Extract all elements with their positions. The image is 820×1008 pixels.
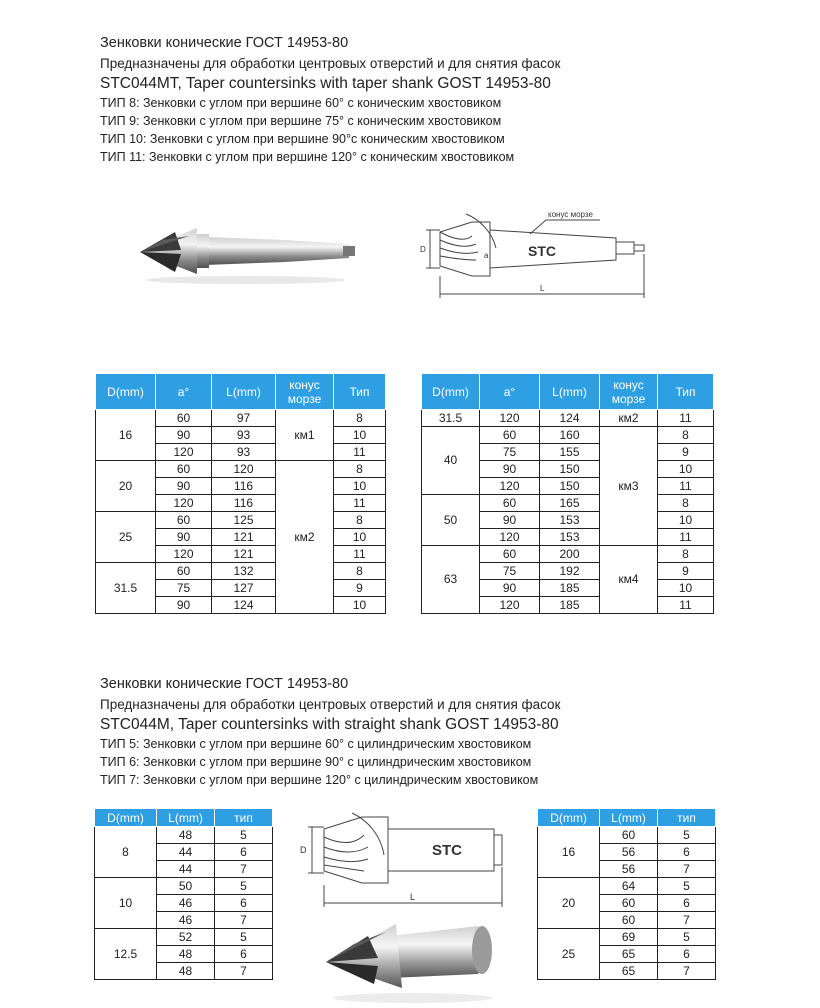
cell-d: 31.5 (422, 410, 480, 427)
cell-l: 48 (157, 827, 215, 844)
cell-l: 65 (600, 963, 658, 980)
cell-angle: 120 (156, 495, 212, 512)
cell-type: 10 (334, 597, 386, 614)
cell-type: 10 (334, 478, 386, 495)
drawing2-d-label: D (300, 845, 307, 855)
section2-type-7: ТИП 7: Зенковки с углом при вершине 120° с цилиндрическим хвостовиком (100, 773, 539, 787)
cell-d: 40 (422, 427, 480, 495)
section2-product: STC044M, Taper countersinks with straight shank GOST 14953-80 (100, 716, 559, 733)
cell-type: 8 (334, 563, 386, 580)
col-header-d: D(mm) (96, 374, 156, 410)
cell-type: 10 (334, 529, 386, 546)
table-row (538, 878, 716, 895)
table-row (422, 410, 714, 427)
cell-l: 125 (212, 512, 276, 529)
drawing1-morse-label: конус морзе (548, 210, 593, 219)
cell-l: 60 (600, 827, 658, 844)
cell-angle: 90 (480, 512, 540, 529)
cell-l: 50 (157, 878, 215, 895)
cell-angle: 90 (480, 461, 540, 478)
drawing1-a-label: a (484, 251, 489, 260)
table-row (538, 929, 716, 946)
straight-shank-drawing (292, 805, 517, 915)
section1-type-9: ТИП 9: Зенковки с углом при вершине 75° с коническим хвостовиком (100, 114, 502, 128)
table-taper-right (421, 373, 714, 614)
cell-cone: км3 (600, 427, 658, 546)
table-row (95, 878, 273, 895)
drawing1-l-label: L (540, 284, 545, 293)
cell-type: 8 (334, 461, 386, 478)
col-header-l: L(mm) (212, 374, 276, 410)
cell-l: 200 (540, 546, 600, 563)
cell-cone: км2 (276, 461, 334, 614)
cell-l: 185 (540, 580, 600, 597)
cell-l: 121 (212, 529, 276, 546)
cell-type: 6 (658, 946, 716, 963)
col-header-l: L(mm) (600, 809, 658, 827)
cell-type: 7 (215, 912, 273, 929)
cell-l: 150 (540, 478, 600, 495)
cell-l: 185 (540, 597, 600, 614)
cell-angle: 90 (156, 529, 212, 546)
col-header-cone: конус морзе (600, 374, 658, 410)
cell-angle: 75 (156, 580, 212, 597)
cell-angle: 120 (156, 546, 212, 563)
cell-d: 10 (95, 878, 157, 929)
cell-d: 12.5 (95, 929, 157, 980)
table-straight-right (537, 808, 716, 980)
table-row (95, 827, 273, 844)
cell-l: 165 (540, 495, 600, 512)
col-header-type: Тип (334, 374, 386, 410)
cell-type: 8 (334, 512, 386, 529)
cell-type: 8 (334, 410, 386, 427)
cell-angle: 60 (480, 495, 540, 512)
taper-shank-drawing (410, 200, 670, 310)
cell-type: 11 (334, 495, 386, 512)
cell-angle: 90 (480, 580, 540, 597)
cell-type: 9 (658, 563, 714, 580)
col-header-d: D(mm) (422, 374, 480, 410)
cell-type: 7 (215, 963, 273, 980)
cell-l: 64 (600, 878, 658, 895)
cell-type: 10 (658, 580, 714, 597)
cell-l: 124 (212, 597, 276, 614)
cell-type: 6 (658, 895, 716, 912)
cell-l: 97 (212, 410, 276, 427)
section1-type-11: ТИП 11: Зенковки с углом при вершине 120° с коническим хвостовиком (100, 150, 515, 164)
cell-l: 116 (212, 495, 276, 512)
cell-type: 5 (658, 929, 716, 946)
cell-angle: 90 (156, 427, 212, 444)
table-row (422, 546, 714, 563)
col-header-cone: конус морзе (276, 374, 334, 410)
cell-l: 69 (600, 929, 658, 946)
cell-type: 5 (658, 878, 716, 895)
table-row (95, 929, 273, 946)
cell-type: 11 (334, 444, 386, 461)
cell-type: 10 (334, 427, 386, 444)
cell-type: 6 (215, 895, 273, 912)
drawing1-brand: STC (528, 243, 556, 259)
cell-angle: 120 (480, 597, 540, 614)
cell-l: 150 (540, 461, 600, 478)
cell-angle: 60 (156, 410, 212, 427)
section2-purpose: Предназначены для обработки центровых отверстий и для снятия фасок (100, 697, 561, 712)
cell-type: 7 (658, 963, 716, 980)
cell-cone: км2 (600, 410, 658, 427)
section2-type-5: ТИП 5: Зенковки с углом при вершине 60° с цилиндрическим хвостовиком (100, 737, 532, 751)
cell-l: 155 (540, 444, 600, 461)
cell-cone: км4 (600, 546, 658, 614)
col-header-angle: a° (480, 374, 540, 410)
table-straight-left (94, 808, 273, 980)
cell-angle: 120 (480, 478, 540, 495)
cell-angle: 60 (156, 512, 212, 529)
cell-type: 11 (658, 410, 714, 427)
cell-l: 60 (600, 912, 658, 929)
cell-l: 153 (540, 529, 600, 546)
section2-type-6: ТИП 6: Зенковки с углом при вершине 90° с цилиндрическим хвостовиком (100, 755, 532, 769)
drawing2-l-label: L (410, 892, 416, 902)
col-header-angle: a° (156, 374, 212, 410)
table-row (538, 827, 716, 844)
cell-type: 11 (658, 478, 714, 495)
table-row (96, 512, 386, 529)
cell-d: 25 (96, 512, 156, 563)
section1-purpose: Предназначены для обработки центровых отверстий и для снятия фасок (100, 56, 561, 71)
cell-l: 192 (540, 563, 600, 580)
cell-type: 8 (658, 495, 714, 512)
cell-angle: 60 (480, 427, 540, 444)
drawing1-d-label: D (420, 245, 426, 254)
cell-type: 6 (658, 844, 716, 861)
cell-angle: 60 (156, 461, 212, 478)
cell-d: 16 (96, 410, 156, 461)
drawing2-brand: STC (432, 842, 462, 859)
cell-angle: 75 (480, 563, 540, 580)
cell-l: 48 (157, 946, 215, 963)
col-header-d: D(mm) (538, 809, 600, 827)
cell-l: 127 (212, 580, 276, 597)
cell-angle: 90 (156, 478, 212, 495)
cell-angle: 120 (480, 529, 540, 546)
cell-type: 6 (215, 844, 273, 861)
cell-type: 8 (658, 427, 714, 444)
cell-cone: км1 (276, 410, 334, 461)
table-row (96, 461, 386, 478)
cell-l: 132 (212, 563, 276, 580)
taper-shank-countersink-photo (135, 210, 360, 290)
cell-angle: 60 (480, 546, 540, 563)
col-header-type: тип (215, 809, 273, 827)
section1-type-10: ТИП 10: Зенковки с углом при вершине 90°с коническим хвостовиком (100, 132, 505, 146)
table-row (96, 563, 386, 580)
cell-d: 8 (95, 827, 157, 878)
cell-l: 160 (540, 427, 600, 444)
col-header-l: L(mm) (540, 374, 600, 410)
table-taper-left (95, 373, 386, 614)
cell-type: 8 (658, 546, 714, 563)
straight-shank-countersink-photo (318, 918, 498, 1004)
cell-l: 56 (600, 844, 658, 861)
section2-title: Зенковки конические ГОСТ 14953-80 (100, 676, 349, 692)
cell-angle: 75 (480, 444, 540, 461)
cell-type: 11 (658, 597, 714, 614)
cell-type: 6 (215, 946, 273, 963)
cell-d: 50 (422, 495, 480, 546)
cell-l: 121 (212, 546, 276, 563)
cell-d: 20 (96, 461, 156, 512)
cell-type: 5 (215, 878, 273, 895)
cell-d: 25 (538, 929, 600, 980)
cell-angle: 120 (156, 444, 212, 461)
cell-l: 65 (600, 946, 658, 963)
cell-l: 60 (600, 895, 658, 912)
col-header-type: тип (658, 809, 716, 827)
cell-type: 9 (658, 444, 714, 461)
cell-type: 7 (215, 861, 273, 878)
cell-type: 7 (658, 861, 716, 878)
cell-type: 5 (215, 827, 273, 844)
cell-l: 46 (157, 912, 215, 929)
cell-l: 48 (157, 963, 215, 980)
cell-angle: 90 (156, 597, 212, 614)
cell-angle: 120 (480, 410, 540, 427)
cell-type: 5 (215, 929, 273, 946)
cell-type: 10 (658, 512, 714, 529)
cell-l: 93 (212, 427, 276, 444)
cell-l: 44 (157, 844, 215, 861)
cell-l: 44 (157, 861, 215, 878)
cell-d: 16 (538, 827, 600, 878)
cell-l: 124 (540, 410, 600, 427)
table-row (422, 427, 714, 444)
cell-type: 11 (658, 529, 714, 546)
cell-l: 46 (157, 895, 215, 912)
cell-l: 56 (600, 861, 658, 878)
cell-angle: 60 (156, 563, 212, 580)
table-row (422, 495, 714, 512)
section1-type-8: ТИП 8: Зенковки с углом при вершине 60° с коническим хвостовиком (100, 96, 502, 110)
section1-product: STC044MT, Taper countersinks with taper shank GOST 14953-80 (100, 75, 551, 92)
cell-type: 10 (658, 461, 714, 478)
cell-type: 11 (334, 546, 386, 563)
cell-l: 52 (157, 929, 215, 946)
cell-l: 120 (212, 461, 276, 478)
cell-l: 153 (540, 512, 600, 529)
table-row (96, 410, 386, 427)
col-header-d: D(mm) (95, 809, 157, 827)
cell-l: 116 (212, 478, 276, 495)
col-header-type: Тип (658, 374, 714, 410)
cell-type: 9 (334, 580, 386, 597)
cell-d: 20 (538, 878, 600, 929)
cell-d: 63 (422, 546, 480, 614)
col-header-l: L(mm) (157, 809, 215, 827)
cell-type: 7 (658, 912, 716, 929)
section1-title: Зенковки конические ГОСТ 14953-80 (100, 35, 349, 51)
cell-l: 93 (212, 444, 276, 461)
cell-type: 5 (658, 827, 716, 844)
cell-d: 31.5 (96, 563, 156, 614)
